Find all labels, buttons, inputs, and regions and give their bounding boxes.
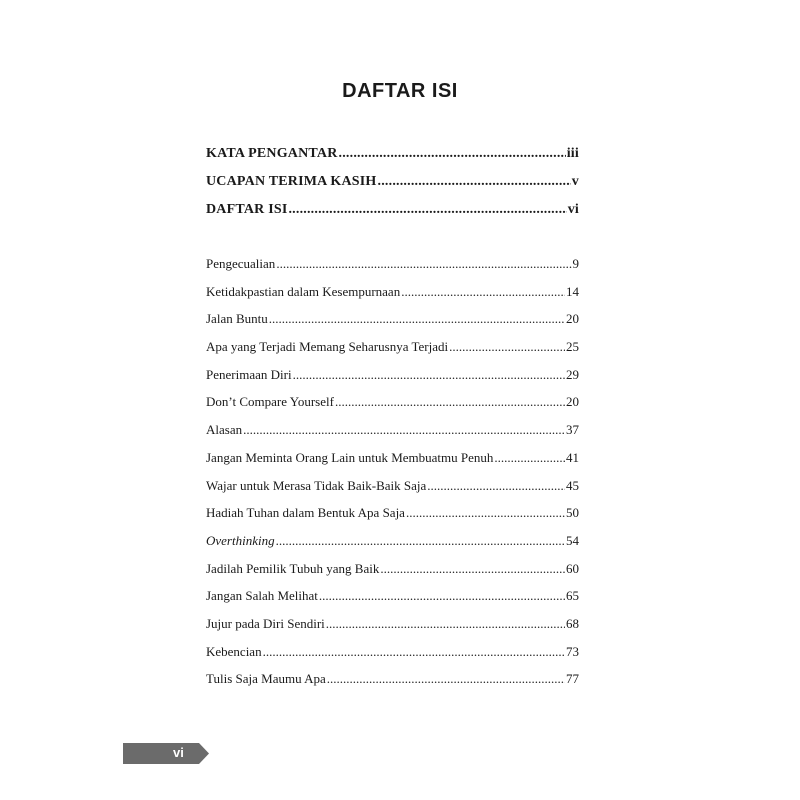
toc-entry-title: Jujur pada Diri Sendiri [206,615,325,631]
toc-entry-title: Wajar untuk Merasa Tidak Baik-Baik Saja [206,477,427,493]
page-title: DAFTAR ISI [342,80,458,102]
toc-entry [206,422,579,450]
toc-entry [206,671,579,699]
toc-entry-title: Hadiah Tuhan dalam Bentuk Apa Saja [206,505,405,521]
toc-entry-title: Apa yang Terjadi Memang Seharusnya Terjadi [206,339,449,355]
toc-entry-title: Jangan Salah Melihat [206,588,318,604]
toc-entry-page: 50 [566,505,579,521]
toc-entry [206,588,579,616]
toc-entry-page: 20 [566,311,579,327]
toc-entry-page: vi [567,202,579,217]
toc-leader-dots [269,311,565,327]
toc-entry [206,146,579,174]
toc-entry [206,644,579,672]
toc-leader-dots [380,561,565,577]
toc-leader-dots [401,284,565,300]
toc-entry-title: DAFTAR ISI [206,202,288,217]
toc-leader-dots [243,422,565,438]
toc-leader-dots [427,478,565,494]
toc-entry-title: Jangan Meminta Orang Lain untuk Membuatmu Penuh [206,449,494,465]
page-number: vi [173,745,184,760]
toc-entry-page: v [571,174,579,189]
toc-entry-page: iii [566,146,579,161]
toc-entry [206,174,579,202]
toc-leader-dots [276,256,571,272]
toc-entry [206,339,579,367]
toc-leader-dots [494,450,565,466]
toc-entry-title: UCAPAN TERIMA KASIH [206,174,377,189]
toc-entry [206,616,579,644]
toc-leader-dots [263,644,565,660]
toc-leader-dots [276,533,565,549]
toc-entry-title: Don’t Compare Yourself [206,394,334,410]
toc-entry-page: 73 [566,643,579,659]
toc-entry-title: Overthinking [206,532,275,548]
toc-entry-title: KATA PENGANTAR [206,146,338,161]
toc-entry-page: 25 [566,339,579,355]
toc-leader-dots [326,616,565,632]
toc-chapters [206,256,579,699]
toc-entry-title: Kebencian [206,643,262,659]
toc-entry [206,478,579,506]
toc-entry [206,202,579,230]
toc-entry [206,256,579,284]
toc-front-matter [206,146,579,230]
toc-entry [206,561,579,589]
toc-entry-title: Ketidakpastian dalam Kesempurnaan [206,283,401,299]
toc-entry-page: 54 [566,532,579,548]
toc-entry-title: Tulis Saja Maumu Apa [206,671,326,687]
toc-entry-page: 37 [566,422,579,438]
toc-entry-page: 20 [566,394,579,410]
toc-entry [206,450,579,478]
toc-entry [206,505,579,533]
toc-entry-page: 45 [566,477,579,493]
toc-entry-page: 41 [566,449,579,465]
toc-entry-title: Jalan Buntu [206,311,268,327]
toc-leader-dots [406,505,565,521]
toc-entry-title: Jadilah Pemilik Tubuh yang Baik [206,560,380,576]
toc-entry [206,394,579,422]
toc-leader-dots [335,394,565,410]
toc-entry [206,533,579,561]
page-number-tab-shape [123,743,209,764]
toc-entry-title: Pengecualian [206,256,276,271]
toc-leader-dots [319,588,565,604]
toc-entry-page: 29 [566,366,579,382]
toc-entry [206,311,579,339]
toc-entry-page: 9 [572,256,579,271]
toc-entry-page: 68 [566,615,579,631]
toc-entry-title: Alasan [206,422,243,438]
toc-leader-dots [339,146,566,162]
toc-leader-dots [327,671,565,687]
toc-leader-dots [449,339,565,355]
toc-entry-page: 65 [566,588,579,604]
page-number-tab [123,743,209,764]
toc-entry [206,367,579,395]
toc-leader-dots [378,174,571,190]
toc-leader-dots [288,202,566,218]
toc-entry [206,284,579,312]
toc-entry-page: 60 [566,560,579,576]
toc-entry-title: Penerimaan Diri [206,366,292,382]
toc-entry-page: 14 [566,283,579,299]
toc-entry-page: 77 [566,671,579,687]
toc-leader-dots [293,367,565,383]
